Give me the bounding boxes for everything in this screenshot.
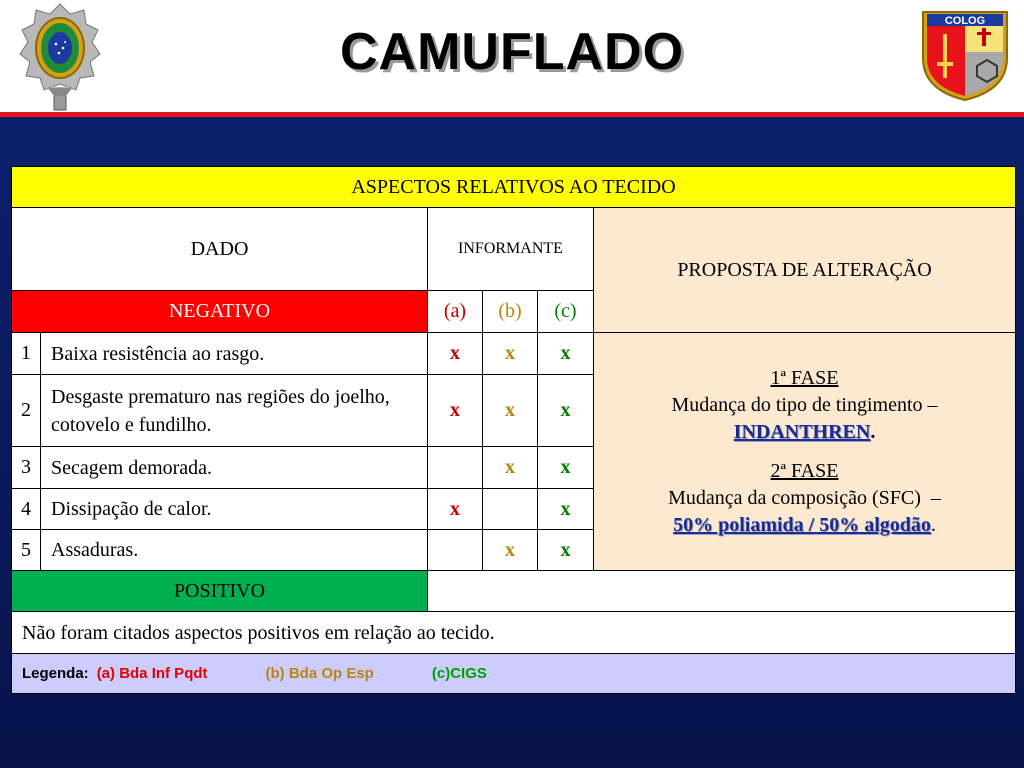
row-text: Baixa resistência ao rasgo. [40,332,428,375]
dado-header: DADO [11,207,428,291]
negativo-header: NEGATIVO [11,290,428,333]
phase1-text: Mudança do tipo de tingimento – [671,393,938,416]
phase1-title: 1ª FASE [770,366,839,389]
colog-label: COLOG [944,15,986,27]
informante-header: INFORMANTE [427,207,594,291]
phase1-end: . [870,420,876,443]
row-mark-c: x [537,374,594,447]
row-mark-b: x [482,446,538,489]
table-header: ASPECTOS RELATIVOS AO TECIDO [11,166,1016,208]
row-mark-b: x [482,529,538,571]
row-number: 3 [11,446,41,489]
row-mark-b: x [482,332,538,375]
row-text: Dissipação de calor. [40,488,428,530]
phase1-line [734,419,876,446]
proposta-header: PROPOSTA DE ALTERAÇÃO [593,207,1016,333]
row-number: 4 [11,488,41,530]
row-mark-a [427,529,483,571]
phase2-text: Mudança da composição (SFC) – [668,486,941,509]
colog-shield-icon [921,10,1009,102]
phase2-end: . [930,513,936,536]
legend-a: (a) Bda Inf Pqdt [96,665,208,682]
page-title: CAMUFLADO [339,23,685,81]
positivo-text: Não foram citados aspectos positivos em relação ao tecido. [11,611,1016,654]
col-c-header: (c) [537,290,594,333]
row-number: 1 [11,332,41,375]
row-number: 2 [11,374,41,447]
indanthren-link[interactable]: INDANTHREN [733,420,871,443]
row-mark-c: x [537,488,594,530]
legend-row [11,653,1016,694]
legend-c: (c)CIGS [431,665,487,682]
row-mark-a [427,446,483,489]
legend-label: Legenda: [22,665,89,682]
col-b-header: (b) [482,290,538,333]
positivo-header: POSITIVO [11,570,428,612]
row-mark-c: x [537,332,594,375]
row-number: 5 [11,529,41,571]
positivo-empty [427,570,1016,612]
row-mark-a: x [427,374,483,447]
row-text: Secagem demorada. [40,446,428,489]
row-mark-a: x [427,332,483,375]
composition-link[interactable]: 50% poliamida / 50% algodão [673,513,931,536]
phase2-title: 2ª FASE [770,459,839,482]
row-mark-c: x [537,446,594,489]
row-text: Desgaste prematuro nas regiões do joelho, cotovelo e fundilho. [40,374,428,447]
row-mark-c: x [537,529,594,571]
row-mark-a: x [427,488,483,530]
row-mark-b: x [482,374,538,447]
proposal-cell [593,332,1016,571]
phase2-line [673,512,936,539]
col-a-header: (a) [427,290,483,333]
row-text: Assaduras. [40,529,428,571]
row-mark-b [482,488,538,530]
legend-b: (b) Bda Op Esp [265,665,374,682]
